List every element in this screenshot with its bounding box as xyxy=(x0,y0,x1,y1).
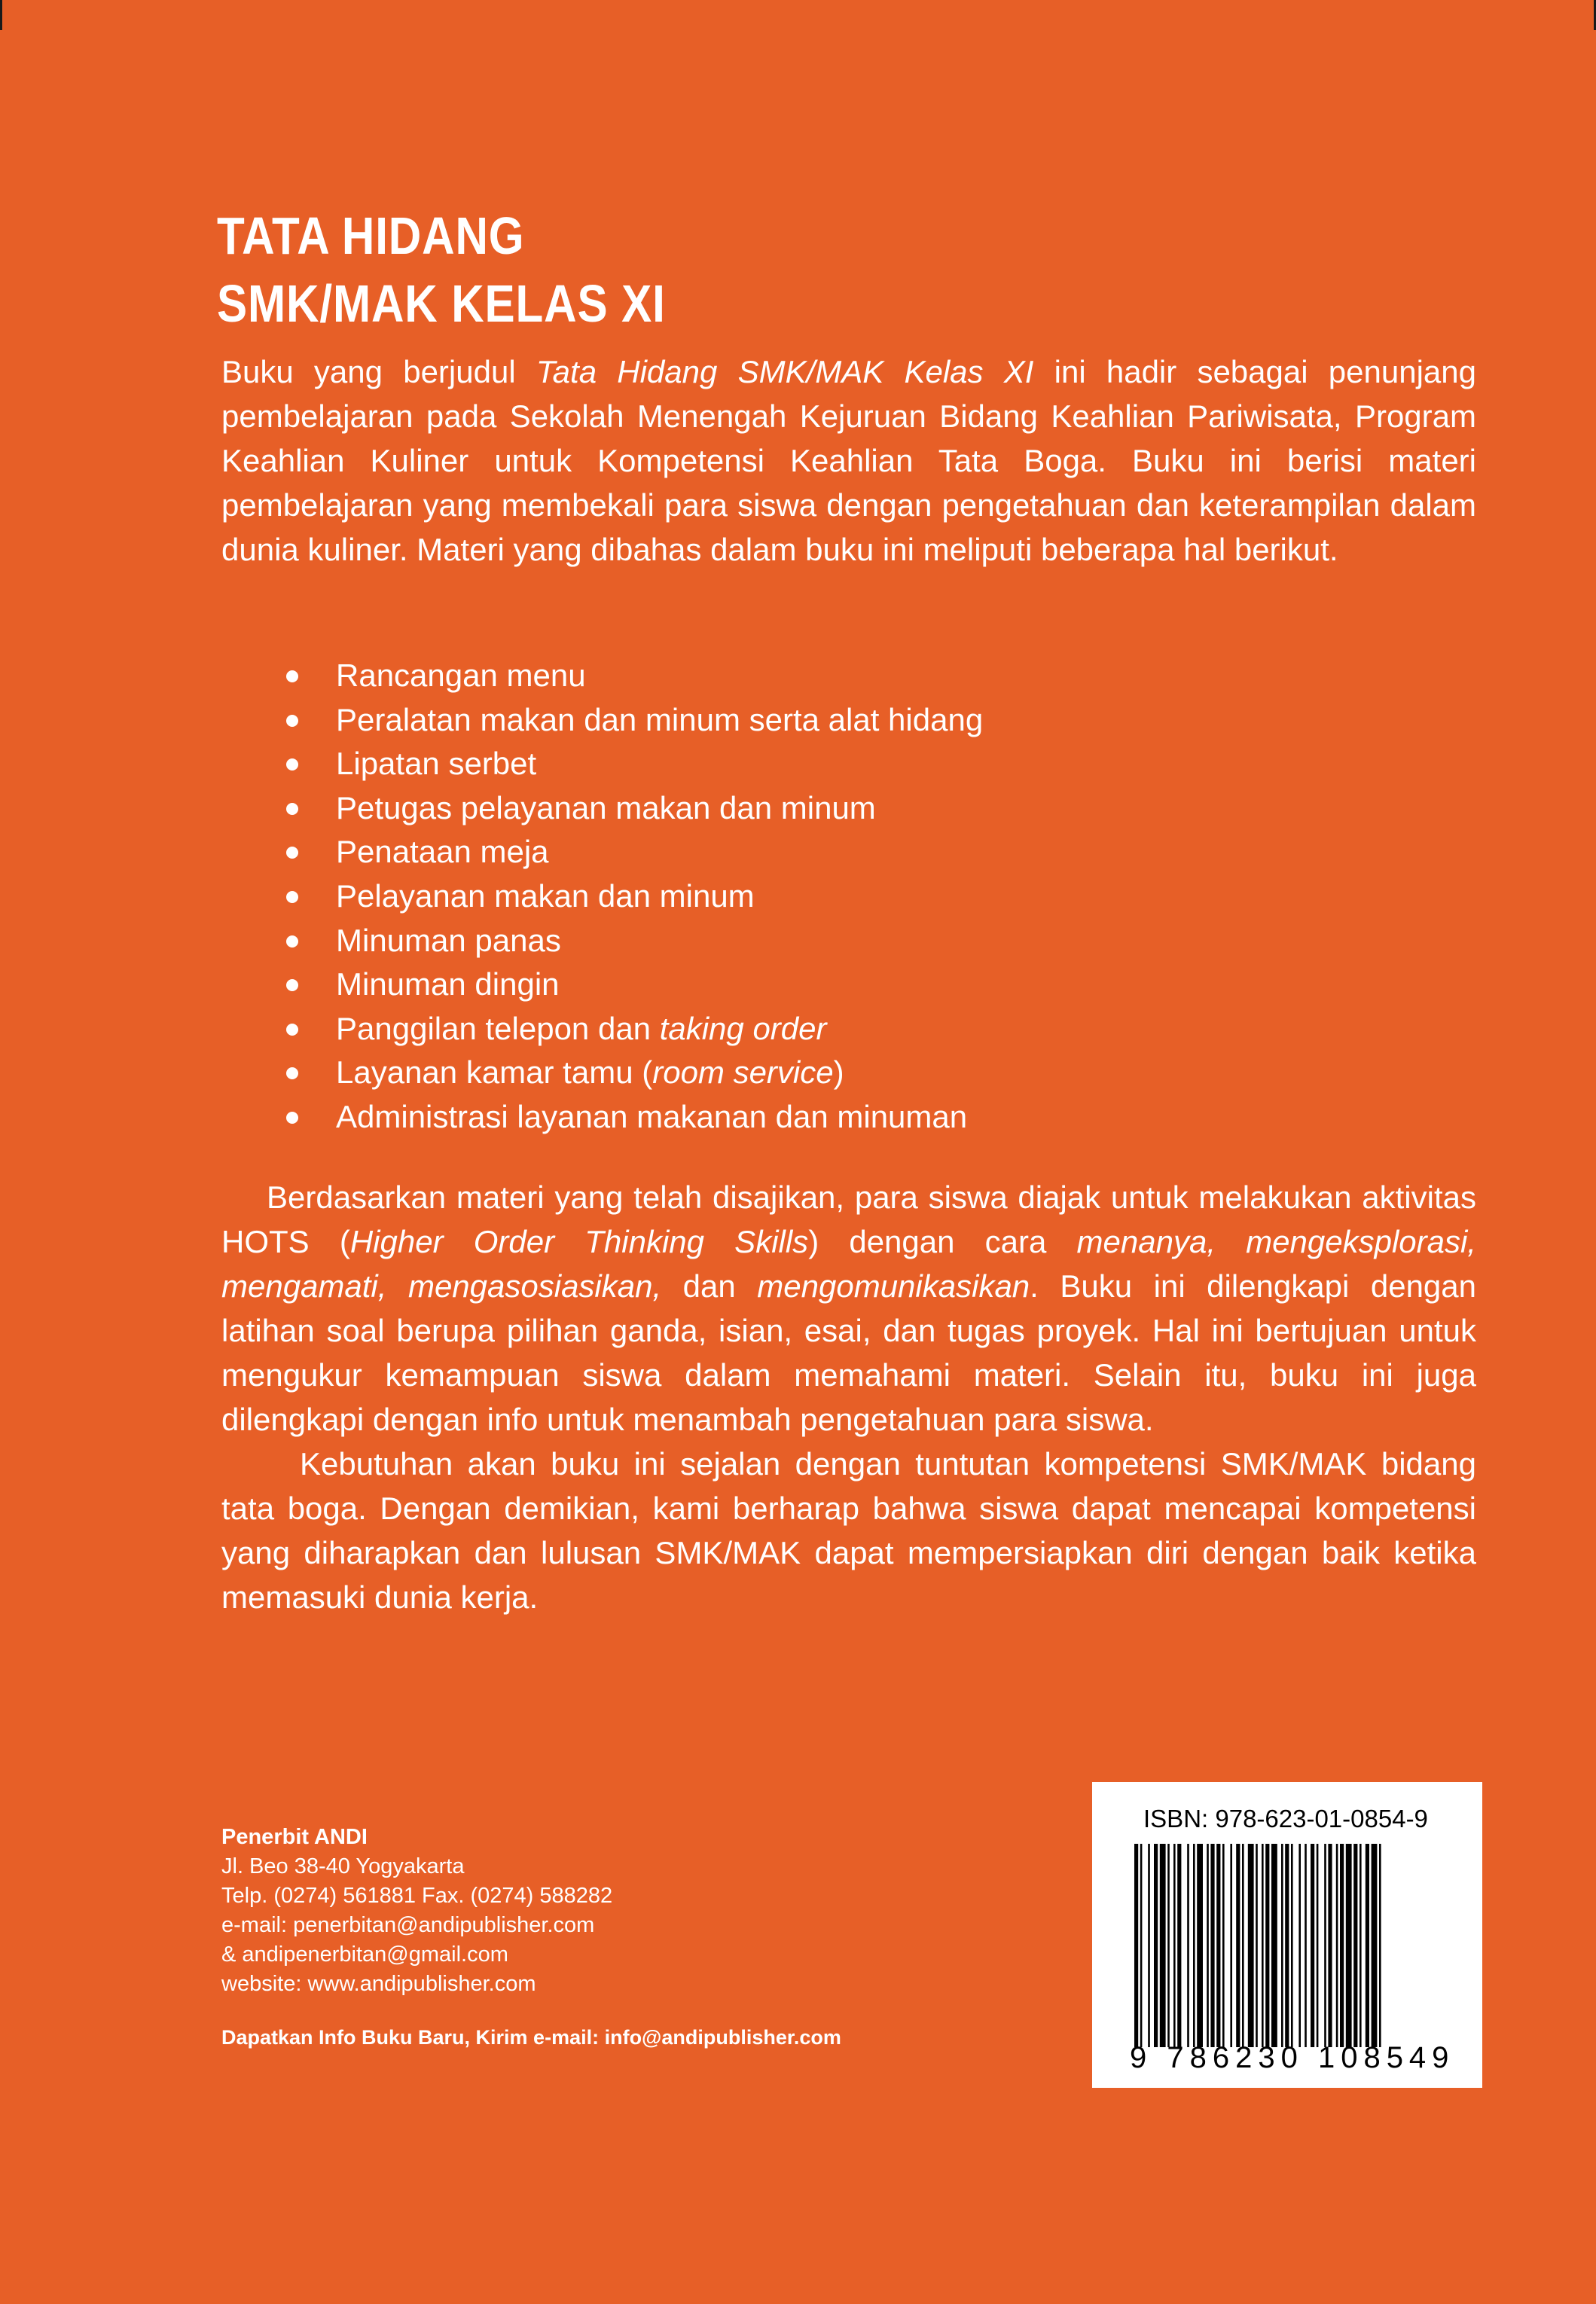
barcode-bar xyxy=(1134,1844,1138,2047)
intro-paragraph xyxy=(221,349,1476,572)
list-item: Minuman panas xyxy=(286,919,983,963)
barcode-bar xyxy=(1207,1844,1209,2047)
barcode-bar xyxy=(1324,1844,1326,2047)
barcode-bar xyxy=(1271,1844,1277,2047)
barcode-bar xyxy=(1298,1844,1301,2047)
bullet-icon xyxy=(286,1067,298,1079)
list-item: Pelayanan makan dan minum xyxy=(286,874,983,919)
list-item: Petugas pelayanan makan dan minum xyxy=(286,786,983,831)
barcode-bar xyxy=(1346,1844,1352,2047)
list-item: Minuman dingin xyxy=(286,963,983,1007)
barcode-bar xyxy=(1311,1844,1314,2047)
bullet-icon xyxy=(286,979,298,991)
publisher-address: Jl. Beo 38-40 Yogyakarta xyxy=(221,1854,465,1878)
barcode-bar xyxy=(1197,1844,1203,2047)
barcode-bar xyxy=(1242,1844,1244,2047)
bullet-icon xyxy=(286,670,298,682)
bullet-icon xyxy=(286,891,298,903)
intro-text-1: Buku yang berjudul xyxy=(221,354,536,389)
barcode-bar xyxy=(1193,1844,1195,2047)
barcode-bar xyxy=(1281,1844,1283,2047)
promo-line: Dapatkan Info Buku Baru, Kirim e-mail: info@andipublisher.com xyxy=(221,2026,841,2049)
barcode-bar xyxy=(1359,1844,1362,2047)
publisher-website: website: www.andipublisher.com xyxy=(221,1972,536,1996)
isbn-label: ISBN: 978-623-01-0854-9 xyxy=(1143,1805,1428,1833)
book-title-line1: TATA HIDANG xyxy=(217,206,525,265)
list-item: Layanan kamar tamu (room service) xyxy=(286,1051,983,1095)
list-item: Administrasi layanan makanan dan minuman xyxy=(286,1095,983,1140)
barcode-bar xyxy=(1336,1844,1338,2047)
barcode-bar xyxy=(1154,1844,1158,2047)
barcode-bar xyxy=(1173,1844,1176,2047)
barcode-digits: 9 786230 108549 xyxy=(1130,2041,1455,2074)
bullet-icon xyxy=(286,935,298,948)
barcode-bar xyxy=(1148,1844,1150,2047)
list-item: Lipatan serbet xyxy=(286,742,983,786)
barcode-bar xyxy=(1140,1844,1143,2047)
publisher-email-2: & andipenerbitan@gmail.com xyxy=(221,1942,508,1967)
book-title-line2: SMK/MAK KELAS XI xyxy=(217,274,666,333)
barcode-bar xyxy=(1230,1844,1232,2047)
barcode-bar xyxy=(1305,1844,1307,2047)
barcode-bar xyxy=(1236,1844,1240,2047)
bullet-icon xyxy=(286,1112,298,1124)
list-item: Penataan meja xyxy=(286,830,983,874)
publisher-name: Penerbit ANDI xyxy=(221,1825,368,1849)
publisher-phone: Telp. (0274) 561881 Fax. (0274) 588282 xyxy=(221,1884,613,1908)
barcode-bar xyxy=(1187,1844,1189,2047)
list-item: Rancangan menu xyxy=(286,654,983,698)
barcode-bar xyxy=(1353,1844,1357,2047)
barcode-bar xyxy=(1216,1844,1220,2047)
topic-list xyxy=(286,654,983,1140)
barcode-bar xyxy=(1372,1844,1378,2047)
publisher-info xyxy=(221,1823,612,1999)
intro-text-2: ini hadir sebagai penunjang pembelajaran pada Sekolah Menengah Kejuruan Bidang Keahlian Pariwisata, Program Keahlian Kuliner untuk Kompetensi Keahlian Tata Boga. Buku ini berisi materi pembelajaran yang membekali para siswa dengan pengetahuan dan keterampilan dalam dunia kuliner. Materi yang dibahas dalam buku ini meliputi beberapa hal berikut. xyxy=(221,354,1476,567)
isbn-barcode-box xyxy=(1092,1782,1482,2088)
barcode-bar xyxy=(1222,1844,1225,2047)
bullet-icon xyxy=(286,803,298,815)
bullet-icon xyxy=(286,758,298,771)
barcode-bar xyxy=(1379,1844,1381,2047)
barcode-bar xyxy=(1366,1844,1369,2047)
barcode-bar xyxy=(1291,1844,1293,2047)
bullet-icon xyxy=(286,847,298,859)
barcode-bar xyxy=(1262,1844,1264,2047)
barcode-bar xyxy=(1317,1844,1319,2047)
intro-book-title: Tata Hidang SMK/MAK Kelas XI xyxy=(536,354,1034,389)
barcode-bar xyxy=(1256,1844,1258,2047)
publisher-email: e-mail: penerbitan@andipublisher.com xyxy=(221,1913,595,1937)
list-item: Panggilan telepon dan taking order xyxy=(286,1007,983,1051)
book-title xyxy=(217,202,666,337)
list-item: Peralatan makan dan minum serta alat hidang xyxy=(286,698,983,743)
bullet-icon xyxy=(286,715,298,727)
summary-paragraph: Berdasarkan materi yang telah disajikan, para siswa diajak untuk melakukan aktivitas HOTS (Higher Order Thinking Skills) dengan cara menanya, mengeksplorasi, mengamati, mengasosiasikan, dan mengomunikasikan. Buku ini dilengkapi dengan latihan soal berupa pilihan ganda, isian, esai, dan tugas proyek. Hal ini bertujuan untuk mengukur kemampuan siswa dalam memahami materi. Selain itu, buku ini juga dilengkapi dengan info untuk menambah pengetahuan para siswa. xyxy=(221,1179,1476,1437)
barcode-bar xyxy=(1160,1844,1166,2047)
barcode-bar xyxy=(1210,1844,1214,2047)
summary-section xyxy=(221,1175,1476,1619)
closing-paragraph: Kebutuhan akan buku ini sejalan dengan tuntutan kompetensi SMK/MAK bidang tata boga. Dengan demikian, kami berharap bahwa siswa dapat mencapai kompetensi yang diharapkan dan lulusan SMK/MAK dapat mempersiapkan diri dengan baik ketika memasuki dunia kerja. xyxy=(221,1446,1476,1615)
barcode-icon xyxy=(1134,1844,1451,2047)
barcode-bar xyxy=(1177,1844,1181,2047)
barcode-bar xyxy=(1340,1844,1344,2047)
barcode-bar xyxy=(1265,1844,1269,2047)
bullet-icon xyxy=(286,1024,298,1036)
crop-mark-top-left xyxy=(0,0,2,30)
barcode-bar xyxy=(1167,1844,1170,2047)
barcode-bar xyxy=(1285,1844,1289,2047)
barcode-bar xyxy=(1248,1844,1254,2047)
barcode-bar xyxy=(1328,1844,1332,2047)
